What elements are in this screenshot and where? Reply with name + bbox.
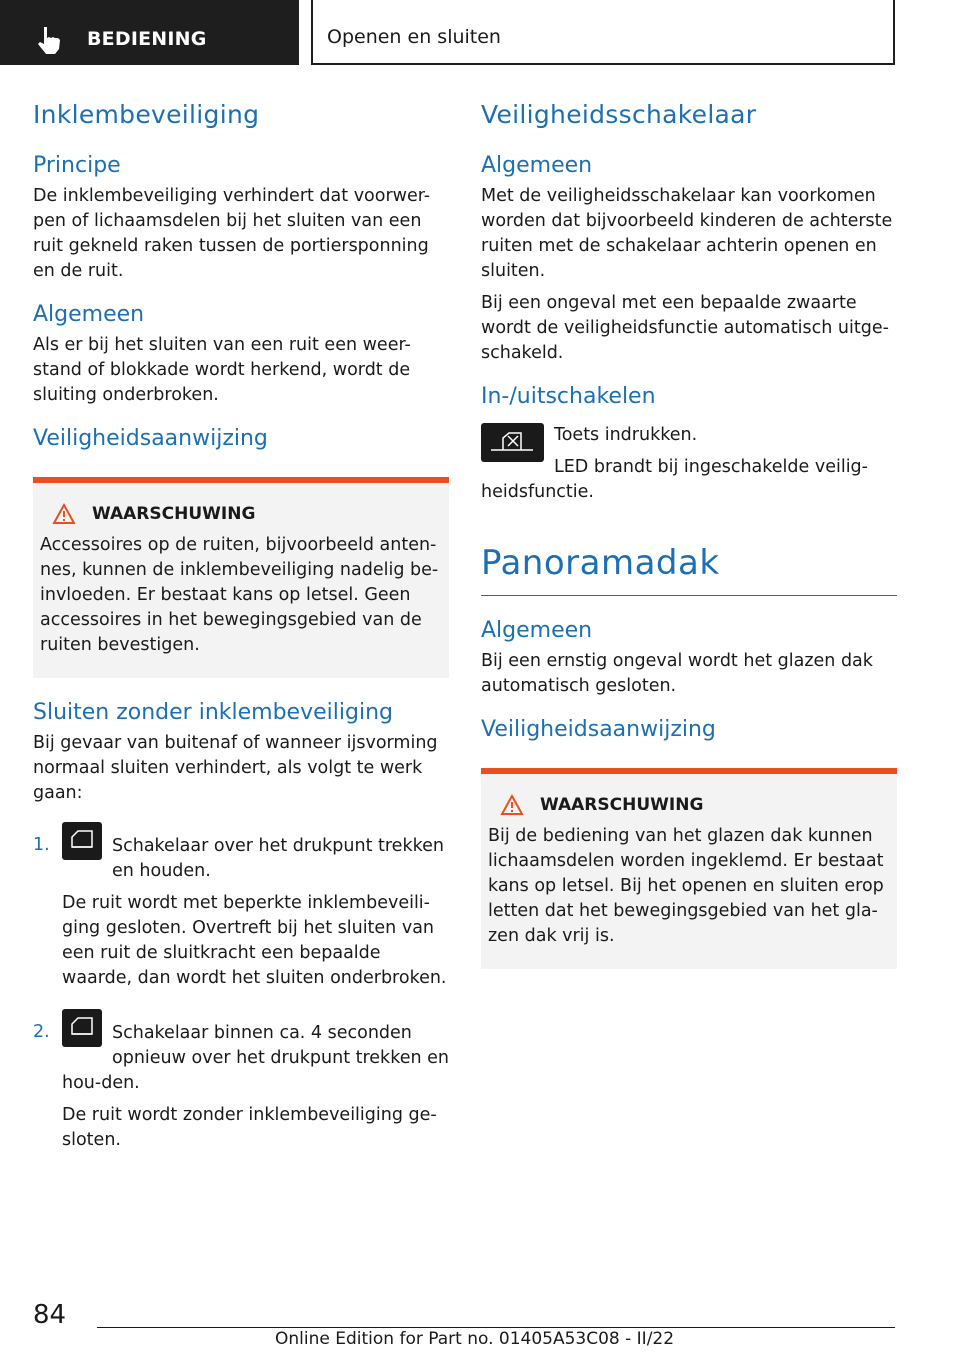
footer-divider <box>97 1327 895 1328</box>
step-note: De ruit wordt zonder inklembeveiliging ge-sloten. <box>62 1105 437 1150</box>
right-column <box>481 100 897 969</box>
general-text: Als er bij het sluiten van een ruit een weer-stand of blokkade wordt herkend, wordt de sluiting onderbroken. <box>33 335 411 405</box>
window-switch-icon <box>62 1009 102 1047</box>
section-title: BEDIENING <box>87 28 207 50</box>
subheading-general: Algemeen <box>481 153 593 178</box>
warning-triangle-icon <box>500 794 524 816</box>
switch-text: Toets indrukken. <box>554 425 698 445</box>
roof-general-text: Bij een ernstig ongeval wordt het glazen dak automatisch gesloten. <box>481 651 873 696</box>
page-number: 84 <box>33 1300 67 1330</box>
step-number: 1. <box>33 835 50 855</box>
window-switch-icon <box>62 822 102 860</box>
close-text: Bij gevaar van buitenaf of wanneer ijsvorming normaal sluiten verhindert, als volgt te werk gaan: <box>33 733 438 803</box>
switch-led-text: LED brandt bij ingeschakelde veilig-heidsfunctie. <box>481 457 868 502</box>
warning-box <box>33 477 449 678</box>
subheading-switch-on-off: In-/uitschakelen <box>481 384 656 409</box>
warning-title: WAARSCHUWING <box>540 795 704 815</box>
page-footer <box>0 1295 960 1362</box>
step-number: 2. <box>33 1022 50 1042</box>
list-item <box>33 822 449 991</box>
section-heading-pinch-protection: Inklembeveiliging <box>33 100 260 129</box>
warning-text: Accessoires op de ruiten, bijvoorbeeld anten-nes, kunnen de inklembeveiliging nadelig be-invloeden. Er bestaat kans op letsel. Geen accessoires in het bewegingsgebied van de ruiten bevestigen. <box>40 535 439 655</box>
section-heading-panorama-roof: Panoramadak <box>481 543 897 596</box>
section-tab <box>0 0 299 65</box>
warning-box <box>481 768 897 969</box>
step-text: Schakelaar over het drukpunt trekken en houden. <box>112 836 444 881</box>
child-lock-button-icon <box>481 423 544 462</box>
step-note: De ruit wordt met beperkte inklembeveili-ging gesloten. Overtreft bij het sluiten van een ruit de sluitkracht een bepaalde waarde, dan wordt het sluiten onderbroken. <box>62 893 447 988</box>
warning-triangle-icon <box>52 503 76 525</box>
edition-text: Online Edition for Part no. 01405A53C08 - II/22 <box>275 1329 675 1349</box>
section-heading-safety-switch: Veiligheidsschakelaar <box>481 100 757 129</box>
subheading-safety: Veiligheidsaanwijzing <box>481 717 716 742</box>
chapter-tab <box>311 0 895 65</box>
switch-instruction <box>481 423 897 505</box>
subheading-general: Algemeen <box>33 302 145 327</box>
subheading-safety: Veiligheidsaanwijzing <box>33 426 268 451</box>
warning-text: Bij de bediening van het glazen dak kunnen lichaamsdelen worden ingeklemd. Er bestaat kans op letsel. Bij het openen en sluiten erop letten dat het bewegingsgebied van het gla-zen dak vrij is. <box>488 826 884 946</box>
hand-pointer-icon <box>34 25 68 55</box>
step-text: Schakelaar binnen ca. 4 seconden opnieuw over het drukpunt trekken en hou-den. <box>62 1023 449 1093</box>
list-item <box>33 1009 449 1153</box>
warning-title: WAARSCHUWING <box>92 504 256 524</box>
chapter-title: Openen en sluiten <box>327 26 501 48</box>
principle-text: De inklembeveiliging verhindert dat voorwer-pen of lichaamsdelen bij het sluiten van een ruit gekneld raken tussen de portiersponning en de ruit. <box>33 186 431 281</box>
left-column <box>33 100 449 1160</box>
general-text: Bij een ongeval met een bepaalde zwaarte wordt de veiligheidsfunctie automatisch uitge-schakeld. <box>481 293 889 363</box>
subheading-close-without-protection: Sluiten zonder inklembeveiliging <box>33 700 393 725</box>
subheading-principle: Principe <box>33 153 121 178</box>
subheading-general: Algemeen <box>481 618 593 643</box>
general-text: Met de veiligheidsschakelaar kan voorkomen worden dat bijvoorbeeld kinderen de achterste ruiten met de schakelaar achterin openen en sluiten. <box>481 186 893 281</box>
